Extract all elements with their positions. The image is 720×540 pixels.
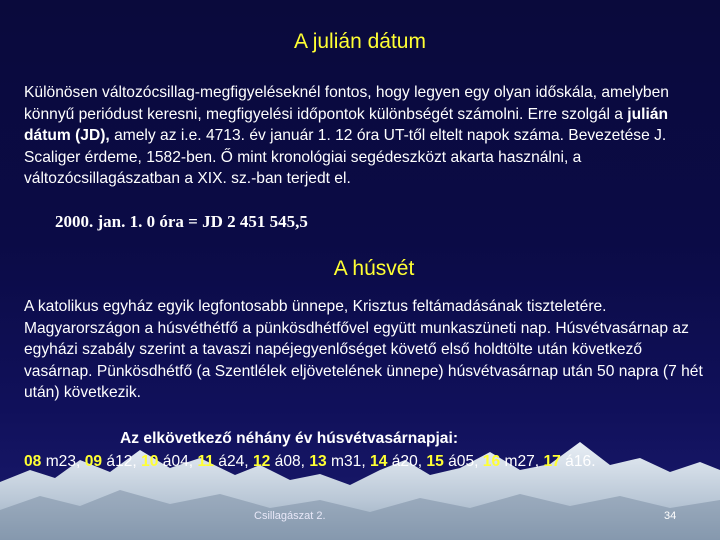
easter-year: 15 <box>426 453 444 470</box>
easter-date: m27, <box>500 453 544 470</box>
julian-text-part-1: Különösen változócsillag-megfigyeléseknél fontos, hogy legyen egy olyan időskála, amelyben könnyű periódust keresni, megfigyelési időpontok különbségét számolni. Erre szolgál a <box>24 84 669 123</box>
easter-date: á24, <box>213 453 253 470</box>
footer-text: Csillagászat 2. <box>254 510 326 522</box>
easter-year: 13 <box>309 453 327 470</box>
easter-date: á04, <box>158 453 198 470</box>
easter-date: m23, <box>41 453 85 470</box>
easter-date: á16. <box>560 453 596 470</box>
easter-dates-line <box>24 453 596 471</box>
easter-date: á20, <box>387 453 427 470</box>
julian-text-bold: julián dátum (JD), <box>24 105 669 144</box>
easter-year: 17 <box>543 453 561 470</box>
easter-date: á12, <box>102 453 142 470</box>
easter-list-heading: Az elkövetkező néhány év húsvétvasárnapjai: <box>120 430 459 447</box>
easter-year: 08 <box>24 453 42 470</box>
easter-date: á05, <box>443 453 483 470</box>
title-easter: A húsvét <box>333 257 415 280</box>
easter-year: 11 <box>197 453 214 470</box>
easter-year: 16 <box>482 453 501 470</box>
easter-year: 14 <box>370 453 388 470</box>
easter-year: 12 <box>252 453 271 470</box>
jd-example: 2000. jan. 1. 0 óra = JD 2 451 545,5 <box>55 212 308 231</box>
page-number: 34 <box>664 510 677 522</box>
easter-year: 10 <box>141 453 159 470</box>
easter-year: 09 <box>84 453 103 470</box>
easter-date: á08, <box>270 453 310 470</box>
title-julian-date: A julián dátum <box>294 30 426 53</box>
easter-paragraph: A katolikus egyház egyik legfontosabb ünnepe, Krisztus feltámadásának tiszteletére. Magyarországon a húsvéthétfő a pünkösdhétfővel együtt munkaszüneti nap. Húsvétvasárnap az egyházi szabály szerint a tavaszi napéjegyenlőséget követő első holdtölte után következő vasárnap. Pünkösdhétfő (a Szentlélek eljövetelének ünnepe) húsvétvasárnap után 50 napra (7 hét után) következik. <box>24 298 703 401</box>
julian-text-part-2: amely az i.e. 4713. év január 1. 12 óra UT-től eltelt napok száma. Bevezetése J. Scaliger érdeme, 1582-ben. Ő mint kronológiai segédeszközt akarta használni, a változócsillagászatban a XIX. sz.-ban terjedt el. <box>24 127 667 187</box>
easter-date: m31, <box>326 453 371 470</box>
julian-date-paragraph <box>24 82 714 190</box>
